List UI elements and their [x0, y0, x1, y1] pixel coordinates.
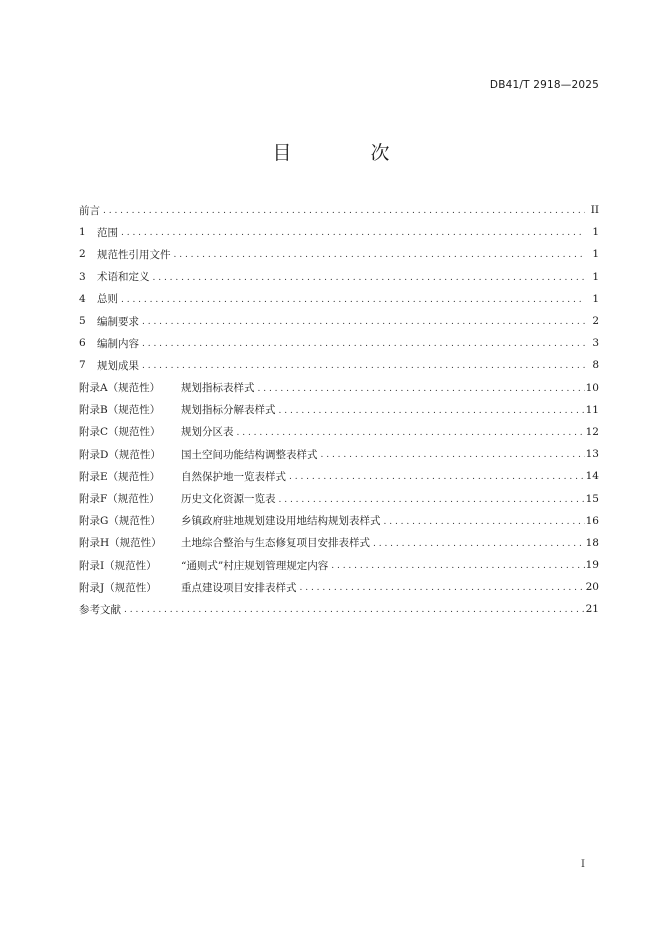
- toc-entry-page: 2: [592, 315, 599, 328]
- appendix-title: 自然保护地一览表样式: [181, 470, 286, 483]
- toc-entry-number: 3: [79, 270, 86, 283]
- toc-entry-page: 21: [585, 603, 599, 616]
- appendix-label: 附录I（规范性）: [79, 559, 157, 572]
- toc-entry-label: 规范性引用文件: [97, 248, 171, 261]
- leader-dots: [328, 561, 585, 571]
- toc-entry-number: 4: [79, 292, 86, 305]
- appendix-label: 附录F（规范性）: [79, 493, 160, 506]
- appendix-title: 土地综合整治与生态修复项目安排表样式: [181, 537, 370, 550]
- appendix-title: 乡镇政府驻地规划建设用地结构规划表样式: [181, 515, 381, 528]
- toc-entry[interactable]: [79, 266, 599, 288]
- leader-dots: [318, 450, 586, 460]
- toc-entry-label: 前言: [79, 204, 100, 217]
- toc-entry-label: 编制要求: [97, 315, 139, 328]
- toc-entry-page: 8: [592, 359, 599, 372]
- appendix-title: 规划分区表: [181, 426, 234, 439]
- leader-dots: [234, 428, 586, 438]
- toc-entry-number: 6: [79, 337, 86, 350]
- toc-entry-page: 1: [592, 270, 599, 283]
- appendix-label: 附录C（规范性）: [79, 426, 161, 439]
- appendix-label: 附录G（规范性）: [79, 515, 161, 528]
- leader-dots: [171, 250, 586, 260]
- leader-dots: [381, 517, 586, 527]
- leader-dots: [255, 384, 586, 394]
- appendix-label: 附录E（规范性）: [79, 470, 161, 483]
- toc-entry[interactable]: [79, 310, 599, 332]
- leader-dots: [276, 406, 586, 416]
- appendix-title: 历史文化资源一览表: [181, 493, 276, 506]
- toc-appendix-entry[interactable]: [79, 510, 599, 532]
- toc-entry-foreword[interactable]: [79, 199, 599, 221]
- toc-entry[interactable]: [79, 354, 599, 376]
- toc-entry-page: 1: [592, 248, 599, 261]
- toc-entry-page: 19: [585, 559, 599, 572]
- toc-entry-page: 3: [592, 337, 599, 350]
- toc-entry-label: 编制内容: [97, 337, 139, 350]
- toc-appendix-entry[interactable]: [79, 399, 599, 421]
- toc-entry-page: II: [590, 204, 599, 217]
- toc-entry-page: 13: [585, 448, 599, 461]
- appendix-label: 附录A（规范性）: [79, 382, 161, 395]
- appendix-title: 规划指标表样式: [181, 382, 255, 395]
- toc-title: 目 次: [272, 142, 420, 164]
- appendix-title: 规划指标分解表样式: [181, 404, 276, 417]
- leader-dots: [100, 206, 585, 216]
- toc-appendix-entry[interactable]: [79, 487, 599, 509]
- toc-entry-references[interactable]: [79, 598, 599, 620]
- leader-dots: [286, 472, 585, 482]
- appendix-title: “通则式”村庄规划管理规定内容: [181, 559, 329, 572]
- toc-entry-page: 18: [585, 536, 599, 549]
- toc-entry-label: 总则: [97, 293, 118, 306]
- leader-dots: [139, 361, 585, 371]
- toc-entry-number: 7: [79, 359, 86, 372]
- leader-dots: [150, 273, 586, 283]
- toc-entry-number: 1: [79, 226, 86, 239]
- appendix-label: 附录B（规范性）: [79, 404, 161, 417]
- toc-entry-page: 12: [585, 425, 599, 438]
- toc-entry-page: 16: [585, 514, 599, 527]
- leader-dots: [118, 228, 585, 238]
- toc-entry-page: 1: [592, 292, 599, 305]
- appendix-title: 国土空间功能结构调整表样式: [181, 448, 318, 461]
- appendix-label: 附录J（规范性）: [79, 581, 157, 594]
- leader-dots: [370, 539, 585, 549]
- toc-entry-page: 15: [585, 492, 599, 505]
- toc-appendix-entry[interactable]: [79, 465, 599, 487]
- leader-dots: [118, 295, 585, 305]
- toc-entry-page: 10: [585, 381, 599, 394]
- toc-entry-number: 5: [79, 315, 86, 328]
- toc-entry-page: 11: [585, 403, 599, 416]
- toc-entry-page: 14: [585, 470, 599, 483]
- appendix-label: 附录D（规范性）: [79, 448, 161, 461]
- toc-appendix-entry[interactable]: [79, 576, 599, 598]
- toc-entry-page: 1: [592, 226, 599, 239]
- toc-appendix-entry[interactable]: [79, 532, 599, 554]
- toc-entry[interactable]: [79, 288, 599, 310]
- leader-dots: [121, 605, 585, 615]
- toc-entry-label: 范围: [97, 226, 118, 239]
- toc-entry[interactable]: [79, 332, 599, 354]
- leader-dots: [276, 495, 586, 505]
- leader-dots: [139, 339, 585, 349]
- toc-appendix-entry[interactable]: [79, 377, 599, 399]
- toc-entry[interactable]: [79, 243, 599, 265]
- toc-appendix-entry[interactable]: [79, 554, 599, 576]
- toc-appendix-entry[interactable]: [79, 421, 599, 443]
- toc-entry-page: 20: [585, 581, 599, 594]
- appendix-label: 附录H（规范性）: [79, 537, 162, 550]
- toc-entry-label: 规划成果: [97, 359, 139, 372]
- leader-dots: [139, 317, 585, 327]
- appendix-title: 重点建设项目安排表样式: [181, 581, 297, 594]
- toc-entry[interactable]: [79, 221, 599, 243]
- toc-entry-label: 参考文献: [79, 603, 121, 616]
- leader-dots: [297, 583, 586, 593]
- toc-entry-label: 术语和定义: [97, 271, 150, 284]
- table-of-contents: [79, 199, 599, 621]
- toc-appendix-entry[interactable]: [79, 443, 599, 465]
- document-code: DB41/T 2918—2025: [489, 79, 599, 91]
- toc-entry-number: 2: [79, 248, 86, 261]
- page-number: I: [581, 859, 585, 870]
